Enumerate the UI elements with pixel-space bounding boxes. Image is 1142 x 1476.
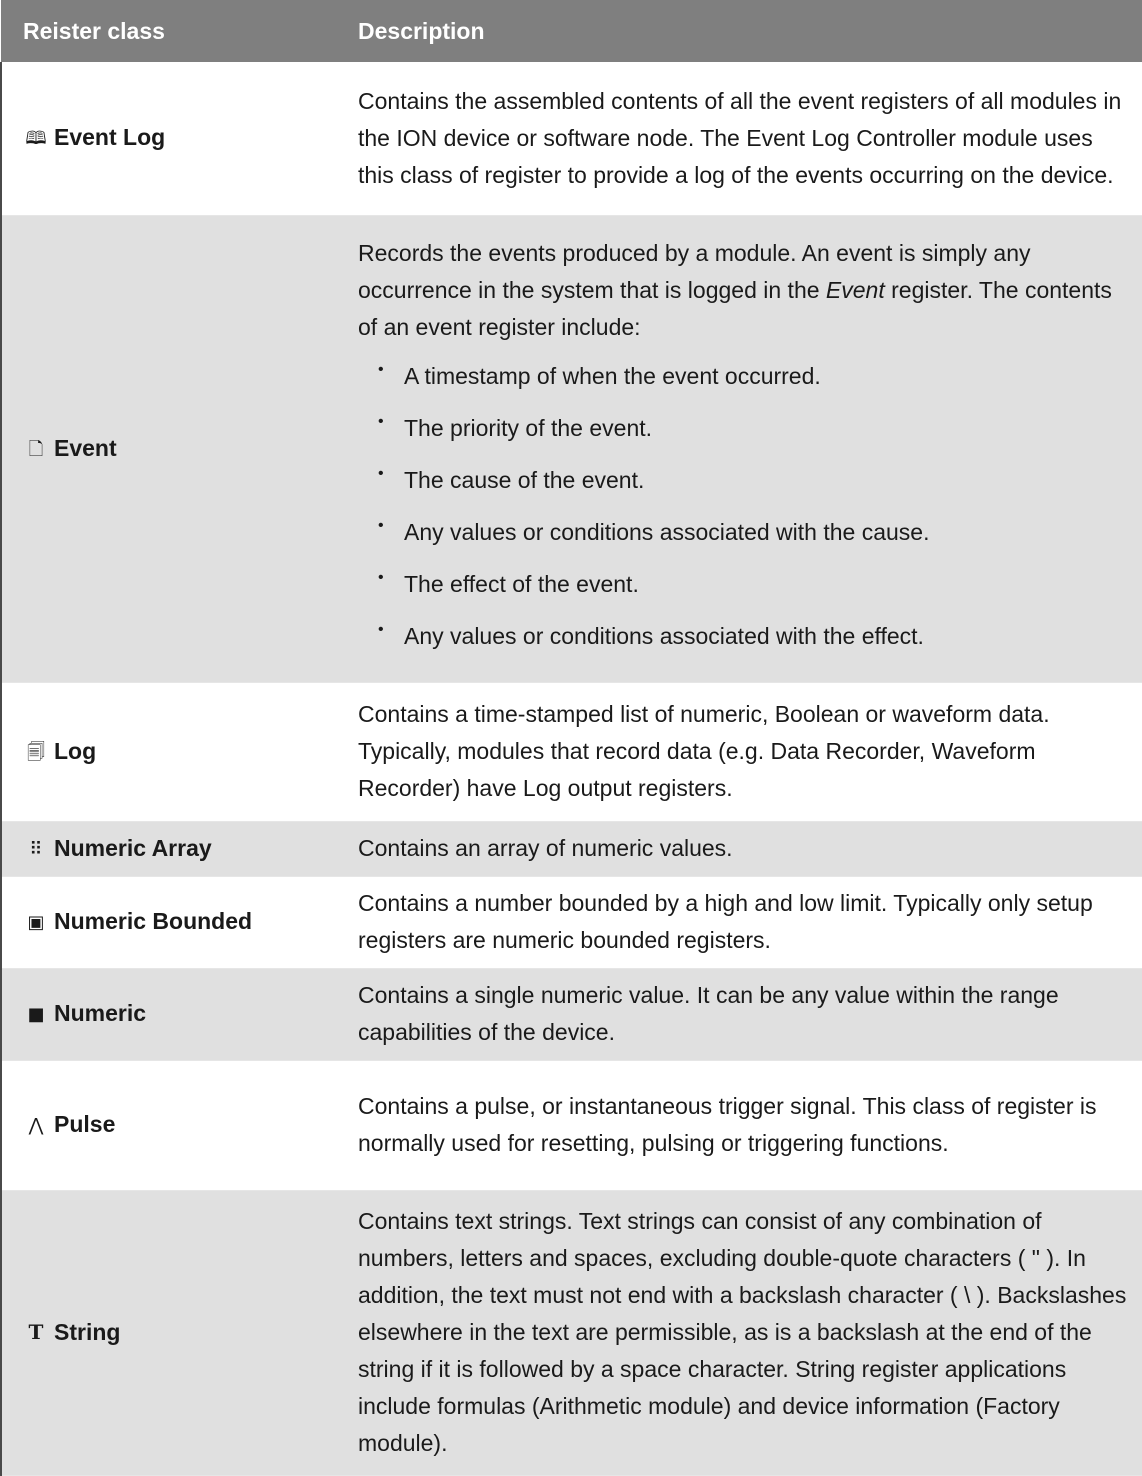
list-item <box>358 402 1131 454</box>
list-item <box>358 610 1131 662</box>
register-class-cell <box>1 1190 338 1475</box>
register-class-cell <box>1 215 338 682</box>
register-class-name: Numeric Array <box>54 834 212 861</box>
description-text <box>358 235 1131 346</box>
register-class-name: Event Log <box>54 124 166 151</box>
text-t-icon: T <box>28 1320 44 1344</box>
register-class-name: Numeric <box>54 1000 147 1026</box>
table-row <box>1 821 1142 876</box>
register-class-cell <box>1 682 338 821</box>
stacked-pages-icon: 🗐 <box>27 741 45 763</box>
header-description: Description <box>338 0 1142 62</box>
register-class-name: String <box>54 1319 121 1345</box>
table-row <box>1 682 1142 821</box>
list-item-text: Any values or conditions associated with the effect. <box>404 623 924 649</box>
description-cell <box>338 1190 1142 1475</box>
table-header <box>1 0 1142 62</box>
list-item-text: Any values or conditions associated with the cause. <box>404 519 930 545</box>
register-class-name: Log <box>54 737 97 764</box>
list-item <box>358 506 1131 558</box>
page-icon: 🗋 <box>28 438 44 460</box>
register-class-cell <box>1 876 338 968</box>
list-item <box>358 454 1131 506</box>
description-text-part: Records the events produced by a module. An event is simply any occurrence in the system that is logged in the <box>358 240 1031 303</box>
description-text: Contains the assembled contents of all the event registers of all modules in the ION device or software node. The Event Log Controller module uses this class of register to provide a log of the events occurring on the device. <box>358 87 1122 188</box>
table-row <box>1 62 1142 215</box>
bullet-icon: • <box>378 465 384 482</box>
book-icon: 🕮 <box>25 128 47 150</box>
list-item <box>358 558 1131 610</box>
list-item <box>358 350 1131 402</box>
description-cell <box>338 215 1142 682</box>
description-text: Contains a single numeric value. It can be any value within the range capabilities of the device. <box>358 982 1059 1045</box>
list-item-text: A timestamp of when the event occurred. <box>404 363 821 389</box>
table-row <box>1 876 1142 968</box>
register-class-name: Event <box>54 434 117 461</box>
description-text: Contains an array of numeric values. <box>358 835 733 861</box>
list-item-text: The priority of the event. <box>404 415 653 441</box>
description-cell <box>338 682 1142 821</box>
bounded-square-icon: ▣ <box>27 912 45 933</box>
description-cell <box>338 876 1142 968</box>
description-cell <box>338 821 1142 876</box>
register-class-name: Numeric Bounded <box>54 908 253 934</box>
table-row <box>1 1190 1142 1475</box>
bullet-icon: • <box>378 413 384 430</box>
header-register-class: Reister class <box>1 0 338 62</box>
register-class-cell <box>1 821 338 876</box>
bullet-icon: • <box>378 569 384 586</box>
pulse-icon: ⋀ <box>28 1115 44 1136</box>
description-cell <box>338 1060 1142 1190</box>
list-item-text: The effect of the event. <box>404 571 639 597</box>
register-class-cell <box>1 968 338 1060</box>
bullet-list <box>358 350 1131 662</box>
description-text: Contains text strings. Text strings can consist of any combination of numbers, letters and spaces, excluding double-quote characters ( " ). In addition, the text must not end with a backslash character ( \ ). Backslashes elsewhere in the text are permissible, as is a backslash at the end of the string if it is followed by a space character. String register applications include formulas (Arithmetic module) and device information (Factory module). <box>358 1208 1127 1456</box>
grid-dots-icon: ⠿ <box>29 838 43 860</box>
table-row <box>1 968 1142 1060</box>
table-row <box>1 215 1142 682</box>
description-cell <box>338 62 1142 215</box>
bullet-icon: • <box>378 361 384 378</box>
description-text-part: register. The contents of an event register include: <box>358 277 1112 340</box>
bullet-icon: • <box>378 621 384 638</box>
description-cell <box>338 968 1142 1060</box>
description-emphasis: Event <box>825 277 885 303</box>
description-text: Contains a pulse, or instantaneous trigger signal. This class of register is normally used for resetting, pulsing or triggering functions. <box>358 1093 1097 1156</box>
register-class-name: Pulse <box>54 1111 116 1137</box>
bullet-icon: • <box>378 517 384 534</box>
list-item-text: The cause of the event. <box>404 467 645 493</box>
filled-square-icon: ■ <box>27 1004 45 1025</box>
table-row <box>1 1060 1142 1190</box>
description-text: Contains a number bounded by a high and low limit. Typically only setup registers are numeric bounded registers. <box>358 890 1093 953</box>
register-class-cell <box>1 1060 338 1190</box>
description-text: Contains a time-stamped list of numeric, Boolean or waveform data. Typically, modules that record data (e.g. Data Recorder, Waveform Recorder) have Log output registers. <box>358 701 1050 801</box>
header-row <box>1 0 1142 62</box>
register-class-cell <box>1 62 338 215</box>
